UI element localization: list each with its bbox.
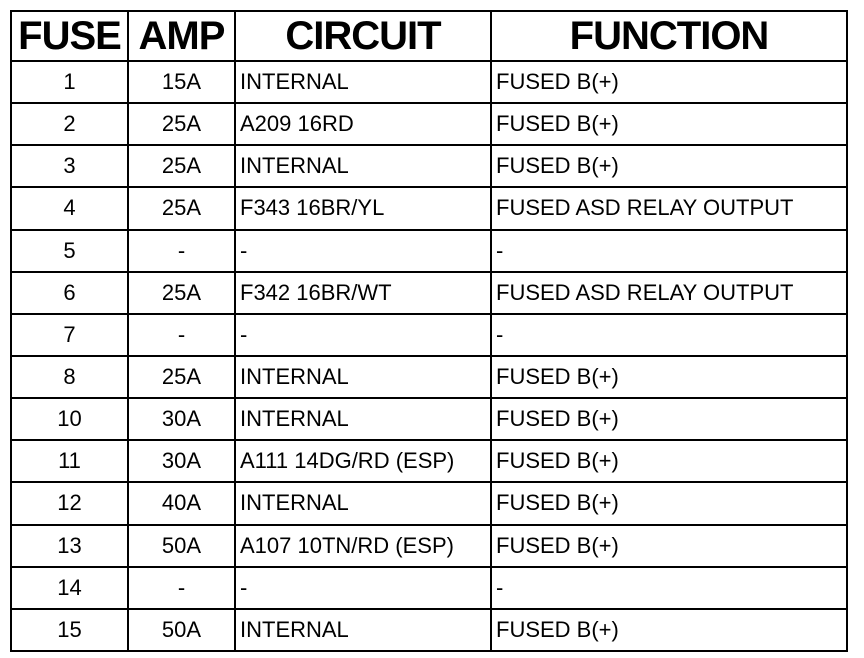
- table-row: [11, 145, 847, 187]
- amp-cell: 25A: [128, 103, 235, 145]
- column-header-fuse: FUSE: [11, 11, 128, 61]
- column-header-function: FUNCTION: [491, 11, 847, 61]
- amp-cell: 25A: [128, 145, 235, 187]
- amp-cell: 15A: [128, 61, 235, 103]
- amp-cell: -: [128, 230, 235, 272]
- amp-cell: 25A: [128, 187, 235, 229]
- circuit-cell: -: [235, 314, 491, 356]
- fuse-number-cell: 10: [11, 398, 128, 440]
- function-cell: FUSED ASD RELAY OUTPUT: [491, 272, 847, 314]
- fuse-number-cell: 13: [11, 525, 128, 567]
- column-header-amp: AMP: [128, 11, 235, 61]
- column-header-circuit: CIRCUIT: [235, 11, 491, 61]
- fuse-number-cell: 3: [11, 145, 128, 187]
- fuse-number-cell: 7: [11, 314, 128, 356]
- amp-cell: 30A: [128, 398, 235, 440]
- function-cell: FUSED B(+): [491, 103, 847, 145]
- circuit-cell: INTERNAL: [235, 482, 491, 524]
- fuse-number-cell: 2: [11, 103, 128, 145]
- table-row: [11, 103, 847, 145]
- table-row: [11, 398, 847, 440]
- fuse-number-cell: 1: [11, 61, 128, 103]
- fuse-number-cell: 6: [11, 272, 128, 314]
- table-row: [11, 356, 847, 398]
- table-row: [11, 525, 847, 567]
- amp-cell: 30A: [128, 440, 235, 482]
- fuse-number-cell: 11: [11, 440, 128, 482]
- function-cell: FUSED ASD RELAY OUTPUT: [491, 187, 847, 229]
- amp-cell: -: [128, 567, 235, 609]
- circuit-cell: A209 16RD: [235, 103, 491, 145]
- table-row: [11, 482, 847, 524]
- fuse-number-cell: 15: [11, 609, 128, 651]
- function-cell: FUSED B(+): [491, 398, 847, 440]
- table-row: [11, 61, 847, 103]
- fuse-number-cell: 5: [11, 230, 128, 272]
- function-cell: FUSED B(+): [491, 525, 847, 567]
- circuit-cell: A107 10TN/RD (ESP): [235, 525, 491, 567]
- function-cell: FUSED B(+): [491, 609, 847, 651]
- fuse-table: [10, 10, 848, 652]
- amp-cell: 25A: [128, 272, 235, 314]
- fuse-number-cell: 4: [11, 187, 128, 229]
- function-cell: FUSED B(+): [491, 482, 847, 524]
- function-cell: -: [491, 314, 847, 356]
- table-row: [11, 187, 847, 229]
- circuit-cell: F343 16BR/YL: [235, 187, 491, 229]
- function-cell: -: [491, 567, 847, 609]
- circuit-cell: A111 14DG/RD (ESP): [235, 440, 491, 482]
- circuit-cell: INTERNAL: [235, 356, 491, 398]
- function-cell: -: [491, 230, 847, 272]
- circuit-cell: INTERNAL: [235, 61, 491, 103]
- function-cell: FUSED B(+): [491, 356, 847, 398]
- amp-cell: 40A: [128, 482, 235, 524]
- table-row: [11, 609, 847, 651]
- table-row: [11, 440, 847, 482]
- table-row: [11, 230, 847, 272]
- amp-cell: 25A: [128, 356, 235, 398]
- header-row: [11, 11, 847, 61]
- amp-cell: 50A: [128, 525, 235, 567]
- fuse-number-cell: 8: [11, 356, 128, 398]
- function-cell: FUSED B(+): [491, 440, 847, 482]
- function-cell: FUSED B(+): [491, 61, 847, 103]
- amp-cell: 50A: [128, 609, 235, 651]
- fuse-number-cell: 12: [11, 482, 128, 524]
- circuit-cell: -: [235, 567, 491, 609]
- table-row: [11, 314, 847, 356]
- circuit-cell: INTERNAL: [235, 398, 491, 440]
- circuit-cell: F342 16BR/WT: [235, 272, 491, 314]
- circuit-cell: -: [235, 230, 491, 272]
- fuse-number-cell: 14: [11, 567, 128, 609]
- table-body: [11, 61, 847, 651]
- amp-cell: -: [128, 314, 235, 356]
- circuit-cell: INTERNAL: [235, 609, 491, 651]
- table-row: [11, 272, 847, 314]
- circuit-cell: INTERNAL: [235, 145, 491, 187]
- function-cell: FUSED B(+): [491, 145, 847, 187]
- table-row: [11, 567, 847, 609]
